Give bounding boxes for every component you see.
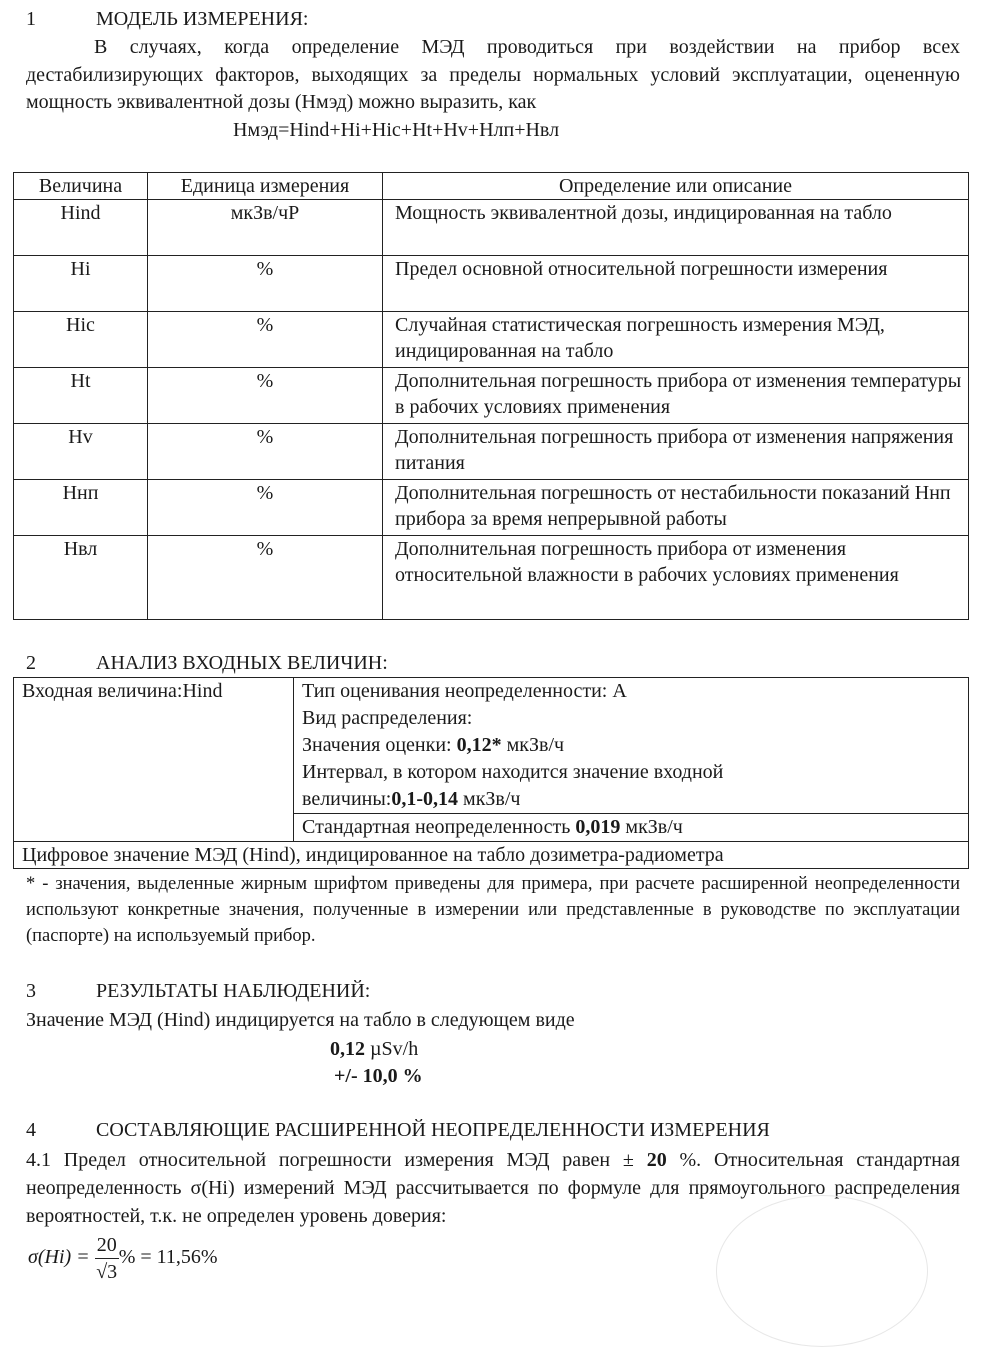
quantity-cell: Ннп <box>14 480 148 536</box>
quantities-table <box>13 172 969 620</box>
quantity-cell: Нвл <box>14 536 148 620</box>
column-header: Единица измерения <box>148 173 383 200</box>
estimate-unit: мкЗв/ч <box>501 734 565 756</box>
quantity-cell: Hv <box>14 424 148 480</box>
interval-line-2 <box>302 786 962 813</box>
quantity-cell: Hic <box>14 312 148 368</box>
description-cell: Дополнительная погрешность прибора от изменения температуры в рабочих условиях применения <box>383 368 969 424</box>
reading-line <box>330 1036 418 1062</box>
unit-cell: % <box>148 312 383 368</box>
input-analysis-table <box>13 677 969 869</box>
uncertainty-type: Тип оценивания неопределенности: А <box>302 680 627 702</box>
unit-cell: % <box>148 424 383 480</box>
table-row <box>14 200 969 256</box>
std-label: Стандартная неопределенность <box>302 816 576 838</box>
model-formula: Нмэд=Hind+Hi+Hic+Ht+Hv+Нлп+Нвл <box>233 119 560 141</box>
section-number: 1 <box>26 8 36 30</box>
section-2-heading <box>26 650 388 676</box>
description-cell: Дополнительная погрешность прибора от изменения напряжения питания <box>383 424 969 480</box>
estimate-line <box>302 732 962 759</box>
interval-unit: мкЗв/ч <box>458 788 521 810</box>
section-1-heading <box>26 6 308 32</box>
unit-cell: % <box>148 256 383 312</box>
std-uncertainty-line <box>294 813 968 841</box>
fraction-denominator: √3 <box>96 1261 118 1283</box>
table-row <box>14 842 969 869</box>
table-row <box>14 256 969 312</box>
section-number: 2 <box>26 652 36 674</box>
quantity-cell: Hind <box>14 200 148 256</box>
description-cell: Мощность эквивалентной дозы, индицированная на табло <box>383 200 969 256</box>
table-header-row <box>14 173 969 200</box>
interval-label: величины: <box>302 788 392 810</box>
section-3-line: Значение МЭД (Hind) индицируется на табло в следующем виде <box>26 1009 575 1031</box>
table-row <box>14 312 969 368</box>
unit-cell: % <box>148 368 383 424</box>
section-4-heading <box>26 1117 770 1143</box>
interval-line-1: Интервал, в котором находится значение входной <box>302 761 724 783</box>
paragraph-bold-value: 20 <box>646 1149 667 1171</box>
std-unit: мкЗв/ч <box>620 816 683 838</box>
input-details-cell <box>294 678 969 842</box>
estimate-label: Значения оценки: <box>302 734 457 756</box>
reading-error: +/- 10,0 % <box>334 1065 423 1087</box>
interval-value: 0,1-0,14 <box>391 788 459 810</box>
unit-cell: мкЗв/чР <box>148 200 383 256</box>
paragraph-text: 4.1 Предел относительной погрешности измерения МЭД равен ± <box>26 1149 647 1171</box>
description-cell: Случайная статистическая погрешность измерения МЭД, индицированная на табло <box>383 312 969 368</box>
table-row <box>14 368 969 424</box>
sigma-formula <box>28 1232 218 1285</box>
quantity-cell: Ht <box>14 368 148 424</box>
fraction-numerator: 20 <box>95 1232 119 1259</box>
section-1-paragraph: В случаях, когда определение МЭД проводиться при воздействии на прибор всех дестабилизирующих факторов, выходящих за пределы нормальных условий эксплуатации, оцененную мощность эквивалентной дозы (Нмэд) можно выразить, как <box>26 36 960 113</box>
paragraph-text: %. Относительная стандартная неопределенность σ(Hi) измерений МЭД рассчитывается по формуле для прямоугольного распределения вероятностей, т.к. не определен уровень доверия: <box>26 1149 961 1227</box>
distribution-type: Вид распределения: <box>302 707 473 729</box>
input-label-cell <box>14 678 294 842</box>
formula-lhs: σ(Hi) = <box>28 1246 95 1269</box>
reading-unit: µSv/h <box>365 1038 419 1060</box>
description-cell: Предел основной относительной погрешности измерения <box>383 256 969 312</box>
input-label: Входная величина:Hind <box>22 680 223 702</box>
table-row <box>14 480 969 536</box>
unit-cell: % <box>148 480 383 536</box>
bottom-cell: Цифровое значение МЭД (Hind), индицированное на табло дозиметра-радиометра <box>14 842 969 869</box>
column-header: Определение или описание <box>383 173 969 200</box>
section-3-heading <box>26 978 370 1004</box>
section-title: АНАЛИЗ ВХОДНЫХ ВЕЛИЧИН: <box>96 652 388 674</box>
table-row <box>14 678 969 842</box>
description-cell: Дополнительная погрешность прибора от изменения относительной влажности в рабочих условиях применения <box>383 536 969 620</box>
formula-fraction <box>95 1232 119 1285</box>
formula-rhs: % = 11,56% <box>118 1246 218 1269</box>
reading-value: 0,12 <box>330 1038 365 1060</box>
description-cell: Дополнительная погрешность от нестабильности показаний Ннп прибора за время непрерывной работы <box>383 480 969 536</box>
table-row <box>14 536 969 620</box>
unit-cell: % <box>148 536 383 620</box>
section-number: 3 <box>26 980 36 1002</box>
section-title: МОДЕЛЬ ИЗМЕРЕНИЯ: <box>96 8 309 30</box>
section-title: РЕЗУЛЬТАТЫ НАБЛЮДЕНИЙ: <box>96 980 371 1002</box>
faint-stamp <box>716 1195 928 1347</box>
quantity-cell: Hi <box>14 256 148 312</box>
section-number: 4 <box>26 1119 36 1141</box>
table-row <box>14 424 969 480</box>
footnote: * - значения, выделенные жирным шрифтом приведены для примера, при расчете расширенной неопределенности используют конкретные значения, полученные в измерении или представленные в руководстве по эксплуатации (паспорте) на используемый прибор. <box>26 874 960 946</box>
column-header: Величина <box>14 173 148 200</box>
std-value: 0,019 <box>575 816 621 838</box>
estimate-value: 0,12* <box>456 734 502 756</box>
section-title: СОСТАВЛЯЮЩИЕ РАСШИРЕННОЙ НЕОПРЕДЕЛЕННОСТИ ИЗМЕРЕНИЯ <box>96 1119 770 1141</box>
